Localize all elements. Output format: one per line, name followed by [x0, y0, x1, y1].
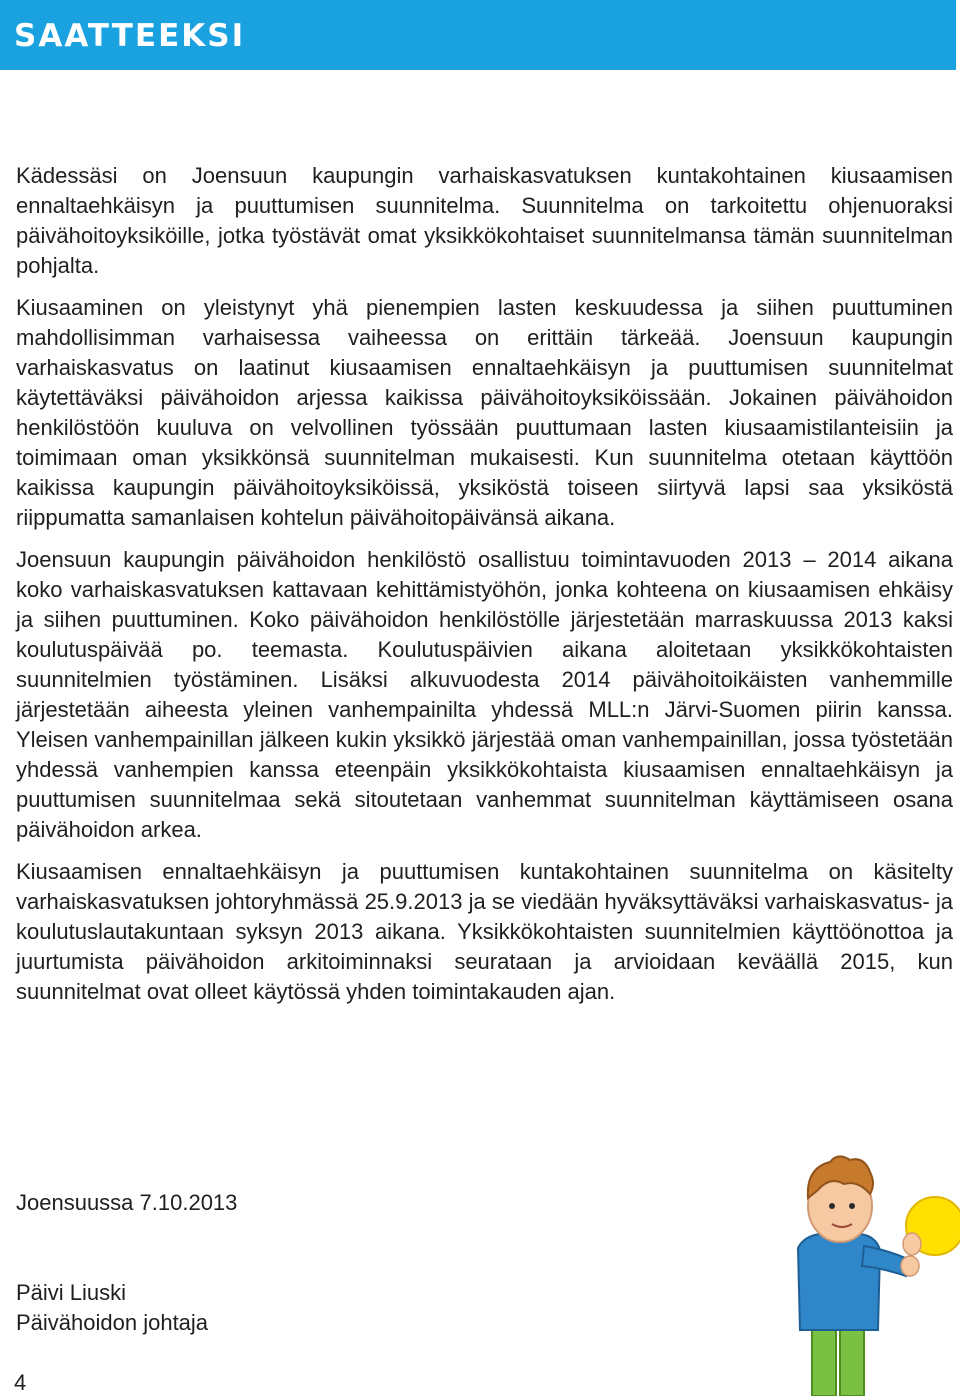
page-number: 4: [14, 1370, 27, 1395]
hand: [901, 1256, 919, 1276]
place-date: Joensuussa 7.10.2013: [16, 1190, 238, 1215]
child-with-ball-illustration: [760, 1150, 960, 1396]
signature-block: [16, 1278, 208, 1338]
left-leg: [812, 1325, 836, 1396]
hand: [903, 1233, 921, 1255]
signer-name: Päivi Liuski: [16, 1280, 127, 1305]
paragraph: Kädessäsi on Joensuun kaupungin varhaiskasvatuksen kuntakohtainen kiusaamisen ennaltaehkäisyn ja puuttumisen suunnitelma. Suunnitelma on tarkoitettu ohjenuoraksi päivähoitoyksiköille, jotka työstävät omat yksikkökohtaiset suunnitelmansa tämän suunnitelman pohjalta.: [16, 163, 953, 278]
body-text: [16, 161, 953, 1019]
paragraph: Kiusaaminen on yleistynyt yhä pienempien lasten keskuudessa ja siihen puuttuminen mahdollisimman varhaisessa vaiheessa on erittäin tärkeää. Joensuun kaupungin varhaiskasvatus on laatinut kiusaamisen ennaltaehkäisyn ja puuttumisen suunnitelmat käytettäväksi päivähoidon arjessa kaikissa päivähoitoyksiköissään. Jokainen päivähoidon henkilöstöön kuuluva on velvollinen työssään puuttumaan lasten kiusaamistilanteisiin ja toimimaan oman yksikkönsä suunnitelman mukaisesti. Kun suunnitelma otetaan käyttöön kaikissa kaupungin päivähoitoyksiköissä, yksiköstä toiseen siirtyvä lapsi saa yksiköstä riippumatta samanlaisen kohtelun päivähoitopäivänsä aikana.: [16, 295, 953, 530]
right-leg: [840, 1325, 864, 1396]
eye: [829, 1203, 835, 1209]
eye: [849, 1203, 855, 1209]
paragraph: Kiusaamisen ennaltaehkäisyn ja puuttumisen kuntakohtainen suunnitelma on käsitelty varhaiskasvatuksen johtoryhmässä 25.9.2013 ja se viedään hyväksyttäväksi varhaiskasvatus- ja koulutuslautakuntaan syksyn 2013 aikana. Yksikkökohtaisten suunnitelmien käyttöönottoa ja juurtumista päivähoidon arkitoiminnaksi seurataan ja arvioidaan keväällä 2015, kun suunnitelmat ovat olleet käytössä yhden toimintakauden ajan.: [16, 859, 953, 1004]
paragraph: Joensuun kaupungin päivähoidon henkilöstö osallistuu toimintavuoden 2013 – 2014 aikana koko varhaiskasvatuksen kattavaan kehittämistyöhön, jonka kohteena on kiusaamisen ehkäisy ja siihen puuttuminen. Koko päivähoidon henkilöstölle järjestetään marraskuussa 2013 kaksi koulutuspäivää po. teemasta. Koulutuspäivien aikana aloitetaan yksikkökohtaisten suunnitelmien työstäminen. Lisäksi alkuvuodesta 2014 päivähoitoikäisten vanhemmille järjestetään aiheesta yleinen vanhempainilta yhdessä MLL:n Järvi-Suomen piirin kanssa. Yleisen vanhempainillan jälkeen kukin yksikkö järjestää oman vanhempainillan, jossa työstetään yhdessä vanhempien kanssa eteenpäin yksikkökohtaista kiusaamisen ennaltaehkäisyn ja puuttumisen suunnitelmaa sekä sitoutetaan vanhemmat suunnitelman käyttämiseen osana päivähoidon arkea.: [16, 547, 953, 842]
page-title: SAATTEEKSI: [14, 18, 246, 54]
signer-title: Päivähoidon johtaja: [16, 1310, 209, 1335]
header-banner: [0, 0, 956, 70]
